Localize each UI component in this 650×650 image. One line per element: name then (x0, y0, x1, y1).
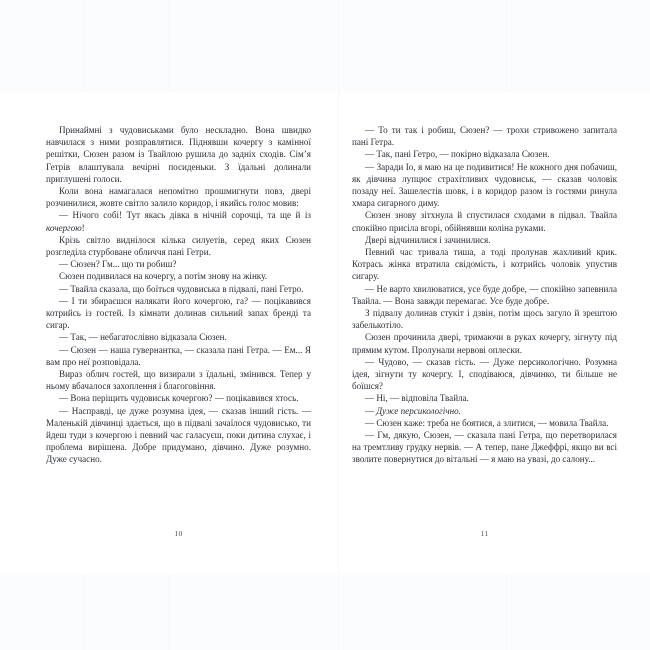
paragraph: — Ні, — відповіла Твайла. (365, 393, 469, 404)
page-right (352, 92, 617, 575)
paragraph: — Чудово, — сказав гість. — Дуже персикологічно. Розумна ідея, зігнути ту кочергу. І, сподіваюся, дівчинко, ти більше не боїшся? (352, 356, 617, 392)
paragraph: — Так, пані Гетро, — покірно відказала Сюзен. (365, 149, 550, 160)
paragraph: Крізь світло виднілося кілька силуетів, серед яких Сюзен розгледіла стурбоване обличчя пані Гетри. (46, 234, 311, 258)
paragraph: Вираз облич гостей, що визирали з їдальні, змінився. Тепер у ньому вбачалося захоплення і благоговіння. (46, 369, 311, 392)
paragraph: — Вона періщить чудовиськ кочергою? — поцікавився хтось. (59, 393, 299, 404)
italic-phrase: кочергою (46, 222, 82, 233)
paragraph: — Сюзен — наша гувернантка, — сказала пані Гетра. — Ем... Я вам про неї розповідала. (46, 344, 311, 367)
page-left-text-block (46, 124, 311, 466)
paragraph: — Твайла сказала, що боїться чудовиська в підвалі, пані Гетро. (59, 283, 304, 294)
paragraph: Певний час тривала тиша, а тоді пролунав жахливий крик. Котрась жінка втратила свідомість, і котрийсь чоловік упустив сигару. (352, 247, 617, 282)
paragraph: — Сюзен? Гм... що ти робиш? (59, 259, 177, 270)
page-left (46, 92, 311, 575)
page-number-left: 10 (174, 529, 183, 538)
paragraph: Принаймні з чудовиськами було нескладно. Вона швидко навчилася з ними розправлятися. Піднявши кочергу з камінної решітки, Сюзен разом із Твайлою рушила до задніх сходів. Сім’я Гетрів влаштувала вечірні посиденьки. З їдальні долинали приглушені голоси. (46, 125, 311, 184)
page-number-right: 11 (480, 529, 489, 538)
paragraph: — І ти збираєшся налякати його кочергою, га? — поцікавився котрийсь із гостей. Із кімнати долинав сильний запах бренді та сигар. (46, 295, 311, 331)
paragraph: Коли вона намагалася непомітно прошмигнути повз, двері розчинилися, жовте світло залило коридор, і якийсь голос мовив: (46, 186, 311, 209)
italic-phrase: Дуже персикологічно. (376, 405, 461, 416)
paragraph: — То ти так і робиш, Сюзен? — трохи стривожено запитала пані Гетра. (352, 125, 617, 148)
paragraph: — Заради Іо, я маю на це подивитися! Не кожного дня побачиш, як дівчина лупцює страхітливих чудовиськ, — сказав чоловік позаду неї. Зашелестів шовк, і в коридор разом із гостями ринула хмара сигарного диму. (352, 161, 617, 209)
paragraph: — Насправді, це дуже розумна ідея, — сказав інший гість. — Маленькій дівчинці здається, що в підвалі зачаїлося чудовисько, ти йдеш туди з кочергою і певний час галасуєш, поки дитина слухає, і проблема вирішена. Добре придумано, дівчино. Дуже розумно. Дуже сучасно. (46, 405, 311, 465)
paragraph: Сюзен подивилася на кочергу, а потім знову на жінку. (59, 271, 268, 282)
paragraph: — Гм, дякую, Сюзен, — сказала пані Гетра, що перетворилася на тремтливу грудку нервів. — А тепер, пане Джеффрі, якщо ви всі зволите повернутися до вітальні — я маю на увазі, до салону... (352, 430, 617, 465)
paragraph: — Не варто хвилюватися, усе буде добре, — спокійно запевнила Твайла. — Вона завжди перемагає. Усе буде добре. (352, 283, 617, 306)
paragraph: — Сюзен каже: треба не боятися, а злитися, — мовила Твайла. (365, 417, 609, 428)
paragraph: Сюзен знову зітхнула й спустилася сходами в підвал. Твайла спокійно присіла вгорі, обійнявши коліна руками. (352, 210, 617, 233)
paragraph: — Дуже персикологічно. (365, 405, 461, 416)
paragraph: Сюзен прочинила двері, тримаючи в руках кочергу, зігнуту під прямим кутом. Пролунали нервові оплески. (352, 332, 617, 355)
page-right-text-block (352, 124, 617, 466)
paragraph: — Так, — небагатослівно відказала Сюзен. (59, 332, 227, 343)
paragraph: — Нічого собі! Тут якась дівка в нічній сорочці, та ще й із кочергою! (46, 210, 311, 233)
paragraph: З підвалу долинав стукіт і дзвін, потім щось загуло й зрештою забелькотіло. (352, 308, 617, 331)
paragraph: Двері відчинилися і зачинилися. (365, 234, 491, 245)
